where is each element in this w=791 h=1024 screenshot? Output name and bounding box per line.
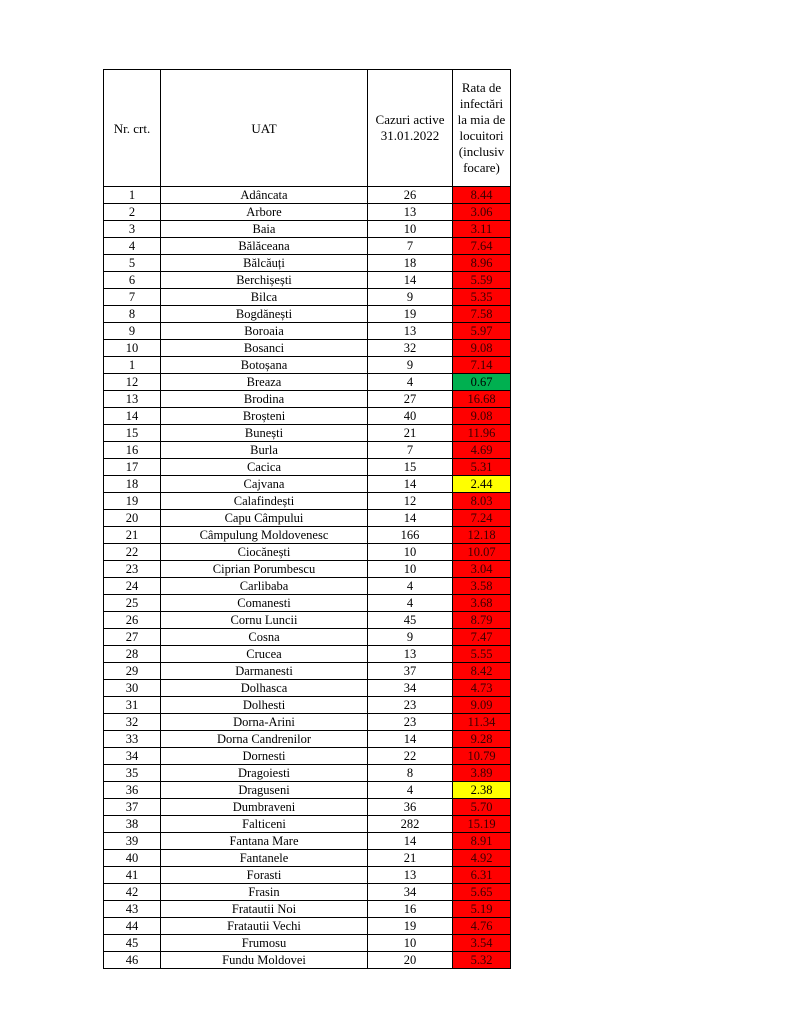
table-row [104,714,511,731]
row-uat-cell: Câmpulung Moldovenesc [161,527,368,544]
row-rate-cell: 5.35 [453,289,511,306]
table-row [104,238,511,255]
row-uat-cell: Fratautii Vechi [161,918,368,935]
row-cases-cell: 20 [368,952,453,969]
row-rate-cell: 4.76 [453,918,511,935]
row-uat-cell: Falticeni [161,816,368,833]
table-row [104,935,511,952]
row-uat-cell: Draguseni [161,782,368,799]
row-cases-cell: 12 [368,493,453,510]
table-row [104,867,511,884]
table-row [104,918,511,935]
row-nr-cell: 34 [104,748,161,765]
header-nr: Nr. crt. [104,70,161,187]
header-cases [368,70,453,187]
row-rate-cell: 11.34 [453,714,511,731]
row-cases-cell: 14 [368,731,453,748]
table-row [104,765,511,782]
row-rate-cell: 3.11 [453,221,511,238]
row-rate-cell: 8.44 [453,187,511,204]
row-cases-cell: 36 [368,799,453,816]
row-uat-cell: Berchișești [161,272,368,289]
row-nr-cell: 18 [104,476,161,493]
row-rate-cell: 0.67 [453,374,511,391]
row-rate-cell: 7.24 [453,510,511,527]
header-cases-label: Cazuri active 31.01.2022 [375,112,445,143]
row-uat-cell: Ciprian Porumbescu [161,561,368,578]
table-row [104,425,511,442]
row-uat-cell: Broșteni [161,408,368,425]
table-row [104,221,511,238]
table-row [104,289,511,306]
row-uat-cell: Fantana Mare [161,833,368,850]
row-nr-cell: 14 [104,408,161,425]
row-nr-cell: 12 [104,374,161,391]
row-cases-cell: 15 [368,459,453,476]
row-uat-cell: Dolhasca [161,680,368,697]
row-nr-cell: 24 [104,578,161,595]
row-nr-cell: 26 [104,612,161,629]
row-uat-cell: Bălăceana [161,238,368,255]
table-row [104,408,511,425]
table-row [104,748,511,765]
row-uat-cell: Fundu Moldovei [161,952,368,969]
row-cases-cell: 45 [368,612,453,629]
row-nr-cell: 19 [104,493,161,510]
row-cases-cell: 34 [368,884,453,901]
row-uat-cell: Cajvana [161,476,368,493]
row-nr-cell: 1 [104,357,161,374]
row-rate-cell: 15.19 [453,816,511,833]
header-uat: UAT [161,70,368,187]
table-row [104,561,511,578]
row-uat-cell: Comanesti [161,595,368,612]
row-rate-cell: 7.58 [453,306,511,323]
table-row [104,255,511,272]
row-rate-cell: 4.73 [453,680,511,697]
table-row [104,544,511,561]
row-nr-cell: 36 [104,782,161,799]
header-rate: Rata de infectări la mia de locuitori (inclusiv focare) [453,70,511,187]
row-cases-cell: 4 [368,578,453,595]
row-cases-cell: 13 [368,646,453,663]
row-uat-cell: Boroaia [161,323,368,340]
row-cases-cell: 10 [368,221,453,238]
row-cases-cell: 23 [368,714,453,731]
row-rate-cell: 3.04 [453,561,511,578]
row-cases-cell: 10 [368,544,453,561]
row-cases-cell: 27 [368,391,453,408]
table-row [104,306,511,323]
row-rate-cell: 5.97 [453,323,511,340]
row-uat-cell: Cornu Luncii [161,612,368,629]
row-uat-cell: Capu Câmpului [161,510,368,527]
row-cases-cell: 13 [368,323,453,340]
row-rate-cell: 2.44 [453,476,511,493]
row-nr-cell: 22 [104,544,161,561]
row-uat-cell: Bunești [161,425,368,442]
row-uat-cell: Baia [161,221,368,238]
row-rate-cell: 9.08 [453,408,511,425]
row-rate-cell: 3.89 [453,765,511,782]
row-rate-cell: 5.32 [453,952,511,969]
row-cases-cell: 40 [368,408,453,425]
row-cases-cell: 14 [368,510,453,527]
row-rate-cell: 8.42 [453,663,511,680]
table-row [104,459,511,476]
row-cases-cell: 8 [368,765,453,782]
table-row [104,493,511,510]
row-uat-cell: Burla [161,442,368,459]
row-rate-cell: 10.07 [453,544,511,561]
row-uat-cell: Forasti [161,867,368,884]
table-row [104,391,511,408]
row-cases-cell: 14 [368,476,453,493]
row-uat-cell: Adâncata [161,187,368,204]
row-uat-cell: Botoșana [161,357,368,374]
row-uat-cell: Cosna [161,629,368,646]
table-row [104,850,511,867]
row-cases-cell: 22 [368,748,453,765]
table-row [104,374,511,391]
table-row [104,578,511,595]
row-nr-cell: 46 [104,952,161,969]
row-uat-cell: Dolhesti [161,697,368,714]
row-rate-cell: 6.31 [453,867,511,884]
row-uat-cell: Fantanele [161,850,368,867]
row-nr-cell: 5 [104,255,161,272]
table-row [104,646,511,663]
row-nr-cell: 4 [104,238,161,255]
row-rate-cell: 3.58 [453,578,511,595]
row-nr-cell: 32 [104,714,161,731]
row-uat-cell: Bogdănești [161,306,368,323]
row-uat-cell: Cacica [161,459,368,476]
row-uat-cell: Darmanesti [161,663,368,680]
row-cases-cell: 18 [368,255,453,272]
row-cases-cell: 13 [368,867,453,884]
row-cases-cell: 32 [368,340,453,357]
row-nr-cell: 29 [104,663,161,680]
row-rate-cell: 11.96 [453,425,511,442]
row-cases-cell: 7 [368,442,453,459]
row-uat-cell: Dumbraveni [161,799,368,816]
row-rate-cell: 8.03 [453,493,511,510]
row-rate-cell: 4.92 [453,850,511,867]
row-nr-cell: 30 [104,680,161,697]
table-row [104,204,511,221]
table-row [104,629,511,646]
row-nr-cell: 39 [104,833,161,850]
row-uat-cell: Breaza [161,374,368,391]
row-cases-cell: 23 [368,697,453,714]
row-uat-cell: Frasin [161,884,368,901]
row-nr-cell: 45 [104,935,161,952]
row-cases-cell: 4 [368,782,453,799]
table-row [104,782,511,799]
row-rate-cell: 5.59 [453,272,511,289]
row-nr-cell: 17 [104,459,161,476]
table-row [104,901,511,918]
table-row [104,527,511,544]
row-uat-cell: Carlibaba [161,578,368,595]
row-rate-cell: 16.68 [453,391,511,408]
row-uat-cell: Frumosu [161,935,368,952]
row-cases-cell: 26 [368,187,453,204]
row-nr-cell: 9 [104,323,161,340]
row-cases-cell: 14 [368,833,453,850]
row-cases-cell: 21 [368,850,453,867]
row-rate-cell: 8.79 [453,612,511,629]
row-rate-cell: 10.79 [453,748,511,765]
table-row [104,442,511,459]
row-cases-cell: 14 [368,272,453,289]
row-rate-cell: 9.09 [453,697,511,714]
row-nr-cell: 16 [104,442,161,459]
row-cases-cell: 21 [368,425,453,442]
row-rate-cell: 8.96 [453,255,511,272]
row-cases-cell: 9 [368,289,453,306]
row-rate-cell: 8.91 [453,833,511,850]
row-uat-cell: Dornesti [161,748,368,765]
row-uat-cell: Bosanci [161,340,368,357]
table-row [104,663,511,680]
row-uat-cell: Dorna-Arini [161,714,368,731]
table-row [104,731,511,748]
row-rate-cell: 9.08 [453,340,511,357]
row-rate-cell: 5.70 [453,799,511,816]
row-rate-cell: 3.06 [453,204,511,221]
table-row [104,357,511,374]
table-row [104,595,511,612]
table-row [104,340,511,357]
row-uat-cell: Dorna Candrenilor [161,731,368,748]
row-nr-cell: 8 [104,306,161,323]
row-uat-cell: Crucea [161,646,368,663]
table-row [104,799,511,816]
row-cases-cell: 37 [368,663,453,680]
row-nr-cell: 21 [104,527,161,544]
table-row [104,680,511,697]
row-nr-cell: 35 [104,765,161,782]
table-row [104,697,511,714]
row-uat-cell: Bălcăuți [161,255,368,272]
row-uat-cell: Dragoiesti [161,765,368,782]
row-nr-cell: 40 [104,850,161,867]
row-rate-cell: 12.18 [453,527,511,544]
row-nr-cell: 28 [104,646,161,663]
row-uat-cell: Arbore [161,204,368,221]
table-row [104,510,511,527]
row-rate-cell: 5.55 [453,646,511,663]
row-rate-cell: 7.47 [453,629,511,646]
table-row [104,323,511,340]
row-rate-cell: 4.69 [453,442,511,459]
row-nr-cell: 33 [104,731,161,748]
row-nr-cell: 2 [104,204,161,221]
table-row [104,884,511,901]
row-nr-cell: 6 [104,272,161,289]
row-nr-cell: 20 [104,510,161,527]
row-nr-cell: 10 [104,340,161,357]
table-row [104,612,511,629]
row-uat-cell: Ciocănești [161,544,368,561]
row-uat-cell: Fratautii Noi [161,901,368,918]
row-nr-cell: 25 [104,595,161,612]
row-cases-cell: 19 [368,306,453,323]
row-cases-cell: 4 [368,374,453,391]
row-nr-cell: 13 [104,391,161,408]
row-rate-cell: 3.68 [453,595,511,612]
table-row [104,816,511,833]
header-row [104,70,511,187]
row-nr-cell: 38 [104,816,161,833]
row-cases-cell: 13 [368,204,453,221]
row-cases-cell: 282 [368,816,453,833]
row-nr-cell: 43 [104,901,161,918]
row-rate-cell: 5.19 [453,901,511,918]
row-nr-cell: 1 [104,187,161,204]
infection-rate-table [103,69,511,969]
row-cases-cell: 9 [368,357,453,374]
row-nr-cell: 44 [104,918,161,935]
row-cases-cell: 34 [368,680,453,697]
row-cases-cell: 10 [368,935,453,952]
row-rate-cell: 9.28 [453,731,511,748]
table-row [104,833,511,850]
row-nr-cell: 7 [104,289,161,306]
table-row [104,272,511,289]
row-nr-cell: 31 [104,697,161,714]
row-nr-cell: 37 [104,799,161,816]
row-nr-cell: 41 [104,867,161,884]
row-rate-cell: 3.54 [453,935,511,952]
table-row [104,476,511,493]
row-cases-cell: 16 [368,901,453,918]
row-nr-cell: 3 [104,221,161,238]
row-rate-cell: 5.65 [453,884,511,901]
row-rate-cell: 5.31 [453,459,511,476]
row-cases-cell: 7 [368,238,453,255]
row-uat-cell: Brodina [161,391,368,408]
row-rate-cell: 7.64 [453,238,511,255]
row-rate-cell: 7.14 [453,357,511,374]
row-nr-cell: 42 [104,884,161,901]
row-nr-cell: 27 [104,629,161,646]
row-cases-cell: 9 [368,629,453,646]
row-uat-cell: Calafindești [161,493,368,510]
row-cases-cell: 10 [368,561,453,578]
row-cases-cell: 166 [368,527,453,544]
table-row [104,952,511,969]
table-row [104,187,511,204]
row-cases-cell: 4 [368,595,453,612]
row-cases-cell: 19 [368,918,453,935]
row-nr-cell: 23 [104,561,161,578]
row-nr-cell: 15 [104,425,161,442]
row-uat-cell: Bilca [161,289,368,306]
row-rate-cell: 2.38 [453,782,511,799]
